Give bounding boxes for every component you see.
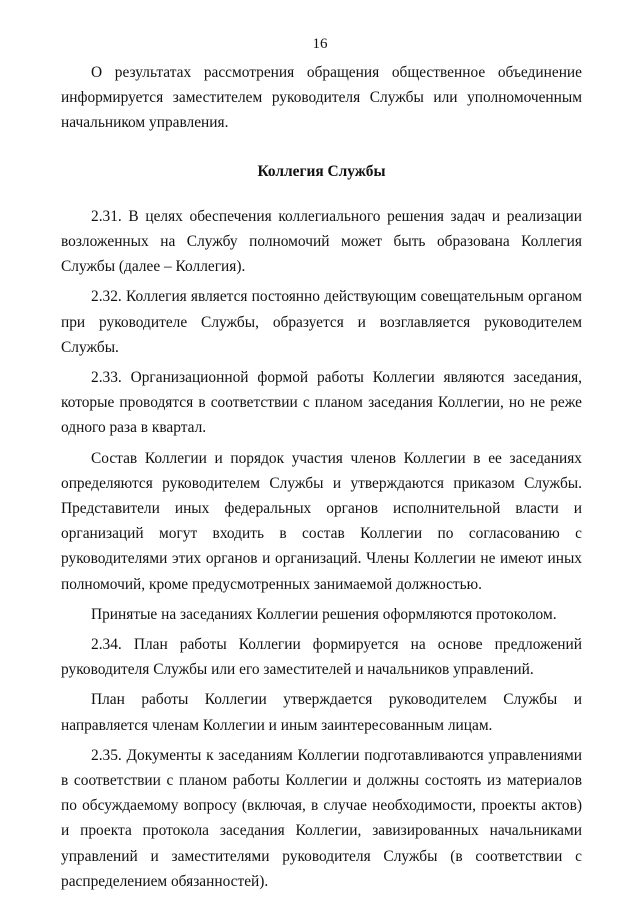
paragraph-2-35: 2.35. Документы к заседаниям Коллегии подготавливаются управлениями в соответствии с планом работы Коллегии и должны состоять из материалов по обсуждаемому вопросу (включая, в случае необходимости, проекты актов) и проекта протокола заседания Коллегии, завизированных начальниками управлений и заместителями руководителя Службы (в соответствии с распределением обязанностей).: [61, 746, 582, 890]
intro-paragraph: О результатах рассмотрения обращения общественное объединение информируется заместителем руководителя Службы или уполномоченным начальником управления.: [61, 64, 582, 132]
paragraph-2-33: 2.33. Организационной формой работы Коллегии являются заседания, которые проводятся в соответствии с планом заседания Коллегии, но не реже одного раза в квартал.: [61, 369, 582, 437]
document-body: [61, 60, 582, 894]
paragraph-plan-approval: План работы Коллегии утверждается руководителем Службы и направляется членам Коллегии и иным заинтересованным лицам.: [61, 691, 582, 734]
paragraph-decisions: Принятые на заседаниях Коллегии решения оформляются протоколом.: [91, 605, 557, 623]
paragraph-2-32: 2.32. Коллегия является постоянно действующим совещательным органом при руководителе Службы, образуется и возглавляется руководителем Службы.: [61, 288, 582, 356]
paragraph-composition: Состав Коллегии и порядок участия членов Коллегии в ее заседаниях определяются руководителем Службы и утверждаются приказом Службы. Представители иных федеральных органов исполнительной власти и организаций могут входить в состав Коллегии по согласованию с руководителями этих органов и организаций. Члены Коллегии не имеют иных полномочий, кроме предусмотренных занимаемой должностью.: [61, 449, 582, 593]
paragraph-2-34: 2.34. План работы Коллегии формируется на основе предложений руководителя Службы или его заместителей и начальников управлений.: [61, 636, 582, 679]
page-number: 16: [312, 36, 328, 52]
paragraph-2-31: 2.31. В целях обеспечения коллегиального решения задач и реализации возложенных на Службу полномочий может быть образована Коллегия Службы (далее – Коллегия).: [61, 207, 582, 276]
section-heading: Коллегия Службы: [257, 162, 386, 180]
